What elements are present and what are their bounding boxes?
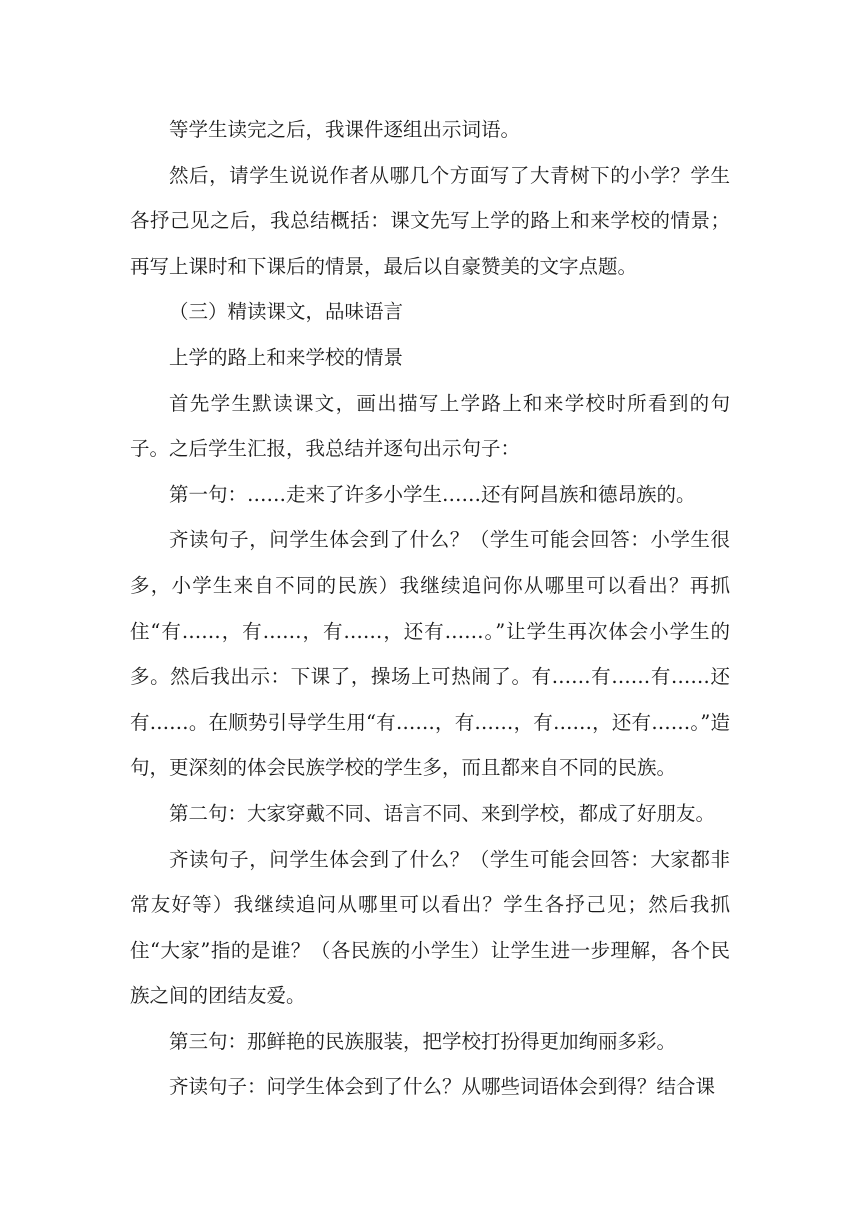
sentence-1-quote: 第一句：……走来了许多小学生……还有阿昌族和德昂族的。 — [169, 482, 696, 506]
sentence-3-quote: 第三句：那鲜艳的民族服装，把学校打扮得更加绚丽多彩。 — [169, 1029, 677, 1053]
section-heading: （三）精读课文，品味语言 — [169, 300, 404, 324]
subsection-heading: 上学的路上和来学校的情景 — [169, 345, 404, 369]
sentence-2-quote: 第二句：大家穿戴不同、语言不同、来到学校，都成了好朋友。 — [169, 801, 716, 825]
paragraph-6: 齐读句子：问学生体会到了什么？从哪些词语体会到得？结合课 — [169, 1075, 716, 1099]
paragraph-5: 齐读句子，问学生体会到了什么？（学生可能会回答：大家都非常友好等）我继续追问从哪里可以看出？学生各抒己见；然后我抓住“大家”指的是谁？（各民族的小学生）让学生进一步理解，各个民族之间的团结友爱。 — [130, 847, 730, 1008]
paragraph-2: 然后，请学生说说作者从哪几个方面写了大青树下的小学？学生各抒己见之后，我总结概括：课文先写上学的路上和来学校的情景；再写上课时和下课后的情景，最后以自豪赞美的文字点题。 — [130, 163, 730, 278]
paragraph-3: 首先学生默读课文，画出描写上学路上和来学校时所看到的句子。之后学生汇报，我总结并逐句出示句子： — [130, 391, 730, 461]
paragraph-1: 等学生读完之后，我课件逐组出示词语。 — [169, 118, 521, 141]
paragraph-4: 齐读句子，问学生体会到了什么？（学生可能会回答：小学生很多，小学生来自不同的民族）我继续追问你从哪里可以看出？再抓住“有……，有……，有……，还有……。”让学生再次体会小学生的多。然后我出示：下课了，操场上可热闹了。有……有……有……还有……。在顺势引导学生用“有……，有……，有……，还有……。”造句，更深刻的体会民族学校的学生多，而且都来自不同的民族。 — [130, 528, 730, 780]
document-body — [130, 107, 730, 1110]
